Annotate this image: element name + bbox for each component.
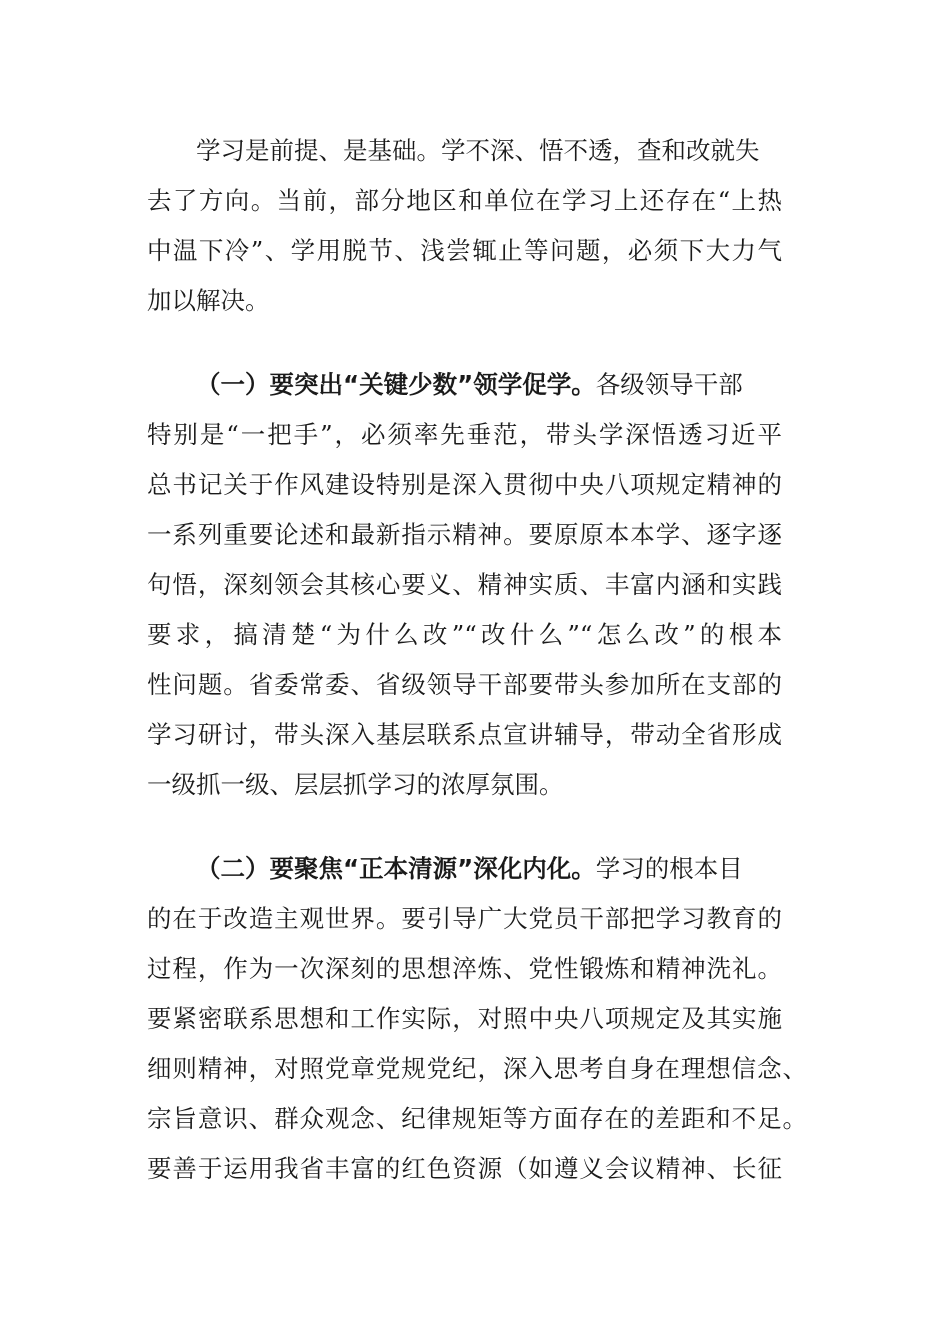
paragraph-2-line-8: 学习研讨，带头深入基层联系点宣讲辅导，带动全省形成 [147, 720, 782, 749]
paragraph-2-line-3: 总书记关于作风建设特别是深入贯彻中央八项规定精神的 [147, 470, 782, 499]
section-heading-2: （二）要聚焦“正本清源”深化内化。 [196, 854, 596, 883]
paragraph-3-line-4: 要紧密联系思想和工作实际，对照中央八项规定及其实施 [147, 1004, 782, 1033]
paragraph-3-line-1-rest: 学习的根本目 [595, 854, 743, 883]
paragraph-3-line-6: 宗旨意识、群众观念、纪律规矩等方面存在的差距和不足。 [147, 1104, 807, 1133]
paragraph-1-line-4: 加以解决。 [147, 286, 270, 315]
paragraph-2-line-2: 特别是“一把手”，必须率先垂范，带头学深悟透习近平 [147, 420, 782, 449]
paragraph-3-line-7: 要善于运用我省丰富的红色资源（如遵义会议精神、长征 [147, 1154, 782, 1183]
paragraph-2-line-1 [196, 365, 780, 405]
paragraph-2-line-9: 一级抓一级、层层抓学习的浓厚氛围。 [147, 770, 564, 799]
paragraph-2-line-4: 一系列重要论述和最新指示精神。要原原本本学、逐字逐 [147, 520, 782, 549]
paragraph-2-line-6: 要求，搞清楚“为什么改”“改什么”“怎么改”的根本 [147, 620, 782, 649]
section-heading-1: （一）要突出“关键少数”领学促学。 [196, 370, 596, 399]
paragraph-1-line-3: 中温下冷”、学用脱节、浅尝辄止等问题，必须下大力气 [147, 236, 782, 265]
paragraph-3-line-3: 过程，作为一次深刻的思想淬炼、党性锻炼和精神洗礼。 [147, 954, 782, 983]
paragraph-2-line-1-rest: 各级领导干部 [595, 370, 743, 399]
paragraph-2-line-5: 句悟，深刻领会其核心要义、精神实质、丰富内涵和实践 [147, 570, 782, 599]
paragraph-2-line-7: 性问题。省委常委、省级领导干部要带头参加所在支部的 [147, 670, 782, 699]
paragraph-1-line-2: 去了方向。当前，部分地区和单位在学习上还存在“上热 [147, 186, 782, 215]
paragraph-3-line-5: 细则精神，对照党章党规党纪，深入思考自身在理想信念、 [147, 1054, 807, 1083]
paragraph-1-line-1: 学习是前提、是基础。学不深、悟不透，查和改就失 [196, 136, 760, 165]
paragraph-3-line-2: 的在于改造主观世界。要引导广大党员干部把学习教育的 [147, 904, 782, 933]
paragraph-3-line-1 [196, 849, 780, 889]
